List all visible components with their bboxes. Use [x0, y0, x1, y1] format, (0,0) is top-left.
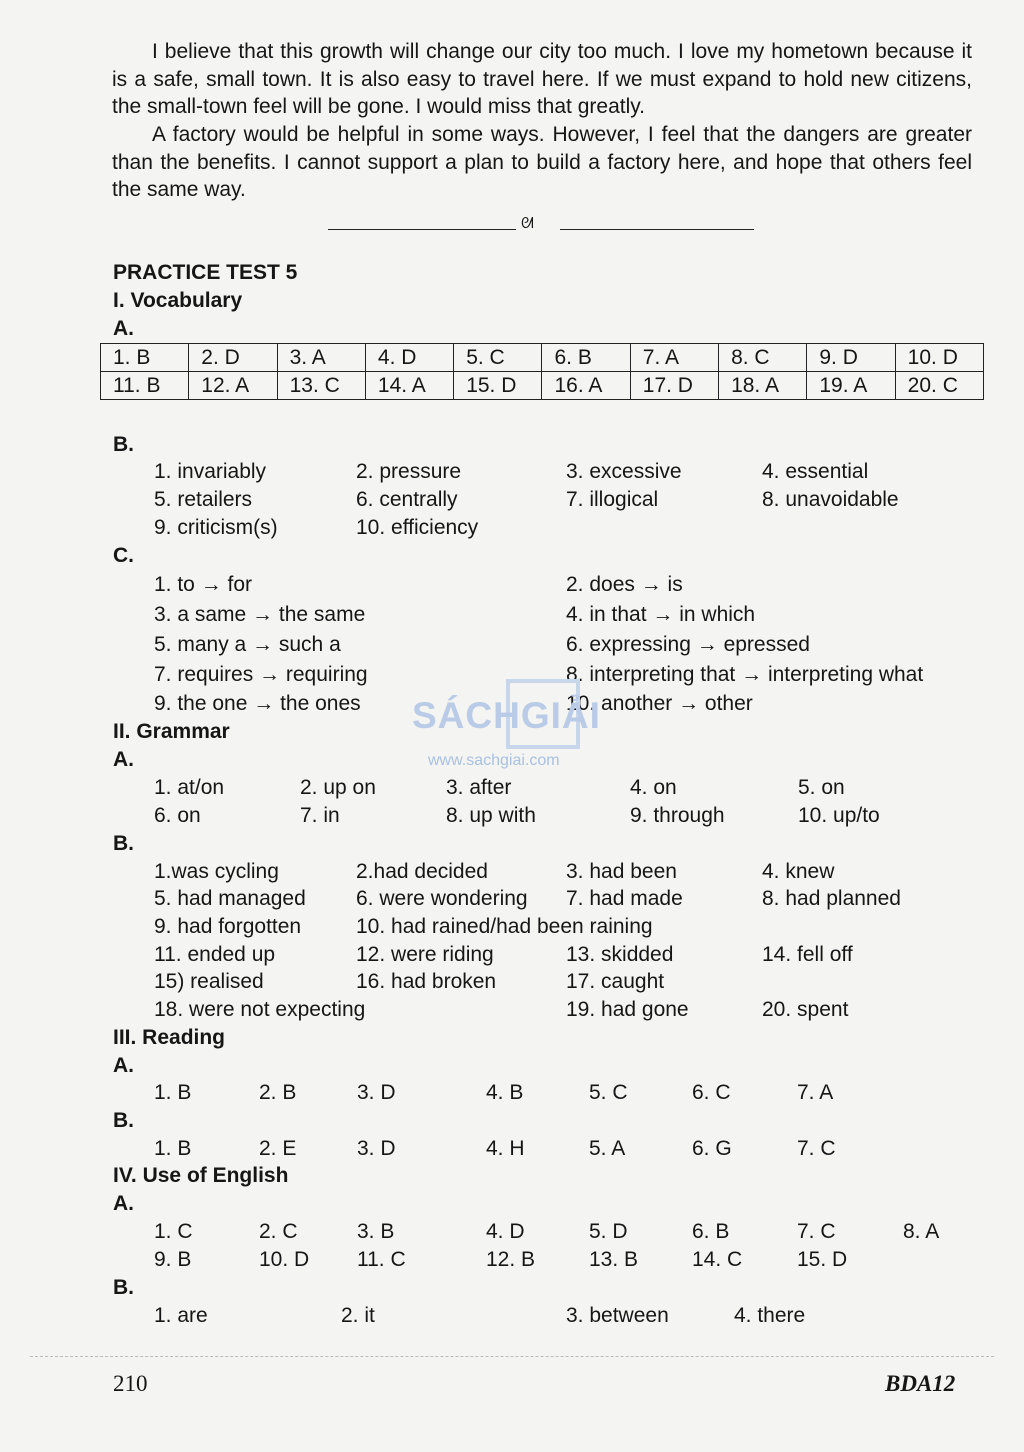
answer-item: 6. C [692, 1081, 731, 1104]
table-cell: 19. A [807, 372, 895, 400]
answer-item: 10. had rained/had been raining [356, 915, 653, 938]
answer-item: 9. criticism(s) [154, 516, 278, 539]
answer-item: 13. skidded [566, 943, 674, 966]
answer-item: 3. D [357, 1081, 396, 1104]
ornament-icon: ᘛ [521, 214, 534, 232]
answer-item: 4. there [734, 1304, 806, 1327]
answer-item: 19. had gone [566, 998, 689, 1021]
answer-item: 7. C [797, 1137, 836, 1160]
answer-item: 7. had made [566, 887, 683, 910]
part-label: C. [113, 544, 134, 567]
answer-item: 3. a same → the same [154, 603, 366, 626]
answer-item: 2. B [259, 1081, 297, 1104]
answer-item: 4. on [630, 776, 677, 799]
section-title-use-of-english: IV. Use of English [113, 1164, 289, 1187]
answer-item: 3. had been [566, 860, 677, 883]
watermark-logo [410, 677, 620, 777]
section-title-reading: III. Reading [113, 1026, 226, 1049]
answer-item: 17. caught [566, 970, 665, 993]
table-cell: 2. D [189, 344, 277, 372]
answer-item: 20. spent [762, 998, 849, 1021]
test-title: PRACTICE TEST 5 [113, 261, 298, 284]
answer-item: 8. up with [446, 804, 536, 827]
table-cell: 5. C [454, 344, 542, 372]
table-cell: 8. C [719, 344, 807, 372]
table-cell: 3. A [277, 344, 365, 372]
table-cell: 11. B [101, 372, 189, 400]
footer-rule [30, 1356, 994, 1357]
answer-item: 7. in [300, 804, 340, 827]
answer-item: 2.had decided [356, 860, 488, 883]
answer-item: 2. does → is [566, 573, 683, 596]
table-cell: 17. D [630, 372, 718, 400]
table-cell: 1. B [101, 344, 189, 372]
answer-item: 2. up on [300, 776, 376, 799]
answer-item: 5. A [589, 1137, 626, 1160]
answer-item: 4. B [486, 1081, 524, 1104]
answer-item: 7. illogical [566, 488, 659, 511]
answer-item: 1. invariably [154, 460, 267, 483]
answer-item: 10. D [259, 1248, 310, 1271]
answer-item: 2. it [341, 1304, 375, 1327]
table-cell: 18. A [719, 372, 807, 400]
answer-item: 1.was cycling [154, 860, 279, 883]
watermark-brand: SÁCHGIẢI [412, 695, 601, 736]
answer-item: 11. ended up [154, 943, 276, 966]
part-label: B. [113, 433, 134, 456]
table-cell: 4. D [365, 344, 453, 372]
answer-item: 3. excessive [566, 460, 682, 483]
section-title-grammar: II. Grammar [113, 720, 230, 743]
table-cell: 10. D [895, 344, 983, 372]
answer-item: 6. G [692, 1137, 732, 1160]
table-cell: 12. A [189, 372, 277, 400]
answer-item: 9. had forgotten [154, 915, 302, 938]
table-row [101, 344, 984, 372]
answer-item: 10. efficiency [356, 516, 479, 539]
part-label: A. [113, 1192, 134, 1215]
part-label: A. [113, 748, 134, 771]
answer-item: 6. B [692, 1220, 730, 1243]
answer-item: 4. knew [762, 860, 835, 883]
section-divider [328, 214, 754, 234]
answer-item: 5. retailers [154, 488, 253, 511]
table-cell: 13. C [277, 372, 365, 400]
table-cell: 9. D [807, 344, 895, 372]
answer-item: 1. B [154, 1081, 192, 1104]
answer-item: 1. C [154, 1220, 193, 1243]
answer-item: 5. many a → such a [154, 633, 341, 656]
table-cell: 15. D [454, 372, 542, 400]
answer-item: 13. B [589, 1248, 639, 1271]
answer-item: 9. through [630, 804, 725, 827]
answer-item: 11. C [357, 1248, 406, 1271]
answer-item: 8. A [903, 1220, 940, 1243]
answer-item: 2. C [259, 1220, 298, 1243]
answer-item: 4. in that → in which [566, 603, 756, 626]
answer-item: 5. C [589, 1081, 628, 1104]
answer-item: 14. C [692, 1248, 743, 1271]
answer-item: 6. were wondering [356, 887, 528, 910]
intro-paragraph-1: I believe that this growth will change our city too much. I love my hometown because it is a safe, small town. It is also easy to travel here. If we must expand to hold new citizens, the small-town feel will be gone. I would miss that greatly. [112, 40, 972, 118]
intro-paragraph-2: A factory would be helpful in some ways. However, I feel that the dangers are greater than the benefits. I cannot support a plan to build a factory here, and hope that others feel the same way. [112, 123, 972, 201]
part-label: A. [113, 1054, 134, 1077]
answer-item: 3. after [446, 776, 512, 799]
answer-item: 18. were not expecting [154, 998, 366, 1021]
answer-item: 3. between [566, 1304, 669, 1327]
answer-item: 4. essential [762, 460, 869, 483]
answer-item: 8. unavoidable [762, 488, 899, 511]
answer-item: 5. on [798, 776, 845, 799]
answer-item: 9. B [154, 1248, 192, 1271]
table-cell: 7. A [630, 344, 718, 372]
answer-item: 14. fell off [762, 943, 853, 966]
vocabulary-answer-table [100, 343, 984, 400]
answer-item: 15. D [797, 1248, 848, 1271]
answer-item: 1. B [154, 1137, 192, 1160]
table-cell: 14. A [365, 372, 453, 400]
answer-item: 3. B [357, 1220, 395, 1243]
table-cell: 20. C [895, 372, 983, 400]
answer-item: 7. A [797, 1081, 834, 1104]
answer-item: 4. D [486, 1220, 525, 1243]
page-number: 210 [113, 1371, 148, 1396]
answer-item: 5. had managed [154, 887, 306, 910]
answer-item: 6. on [154, 804, 201, 827]
answer-item: 9. the one → the ones [154, 692, 361, 715]
answer-item: 6. centrally [356, 488, 458, 511]
watermark-url: www.sachgiai.com [428, 752, 560, 769]
answer-item: 1. are [154, 1304, 208, 1327]
answer-item: 8. interpreting that → interpreting what [566, 663, 924, 686]
answer-item: 4. H [486, 1137, 525, 1160]
part-label: B. [113, 1276, 134, 1299]
answer-item: 7. C [797, 1220, 836, 1243]
answer-item: 16. had broken [356, 970, 497, 993]
section-title-vocabulary: I. Vocabulary [113, 289, 243, 312]
answer-item: 10. another → other [566, 692, 753, 715]
answer-item: 1. to → for [154, 573, 253, 596]
part-label: B. [113, 1109, 134, 1132]
answer-item: 5. D [589, 1220, 628, 1243]
answer-item: 12. B [486, 1248, 536, 1271]
answer-item: 12. were riding [356, 943, 494, 966]
answer-item: 15) realised [154, 970, 264, 993]
answer-item: 8. had planned [762, 887, 901, 910]
table-row [101, 372, 984, 400]
answer-item: 1. at/on [154, 776, 225, 799]
part-label: A. [113, 317, 134, 340]
answer-item: 2. E [259, 1137, 297, 1160]
answer-item: 3. D [357, 1137, 396, 1160]
answer-item: 2. pressure [356, 460, 462, 483]
table-cell: 6. B [542, 344, 630, 372]
answer-item: 6. expressing → epressed [566, 633, 810, 656]
answer-item: 10. up/to [798, 804, 880, 827]
book-code: BDA12 [885, 1371, 956, 1396]
table-cell: 16. A [542, 372, 630, 400]
answer-item: 7. requires → requiring [154, 663, 368, 686]
part-label: B. [113, 832, 134, 855]
